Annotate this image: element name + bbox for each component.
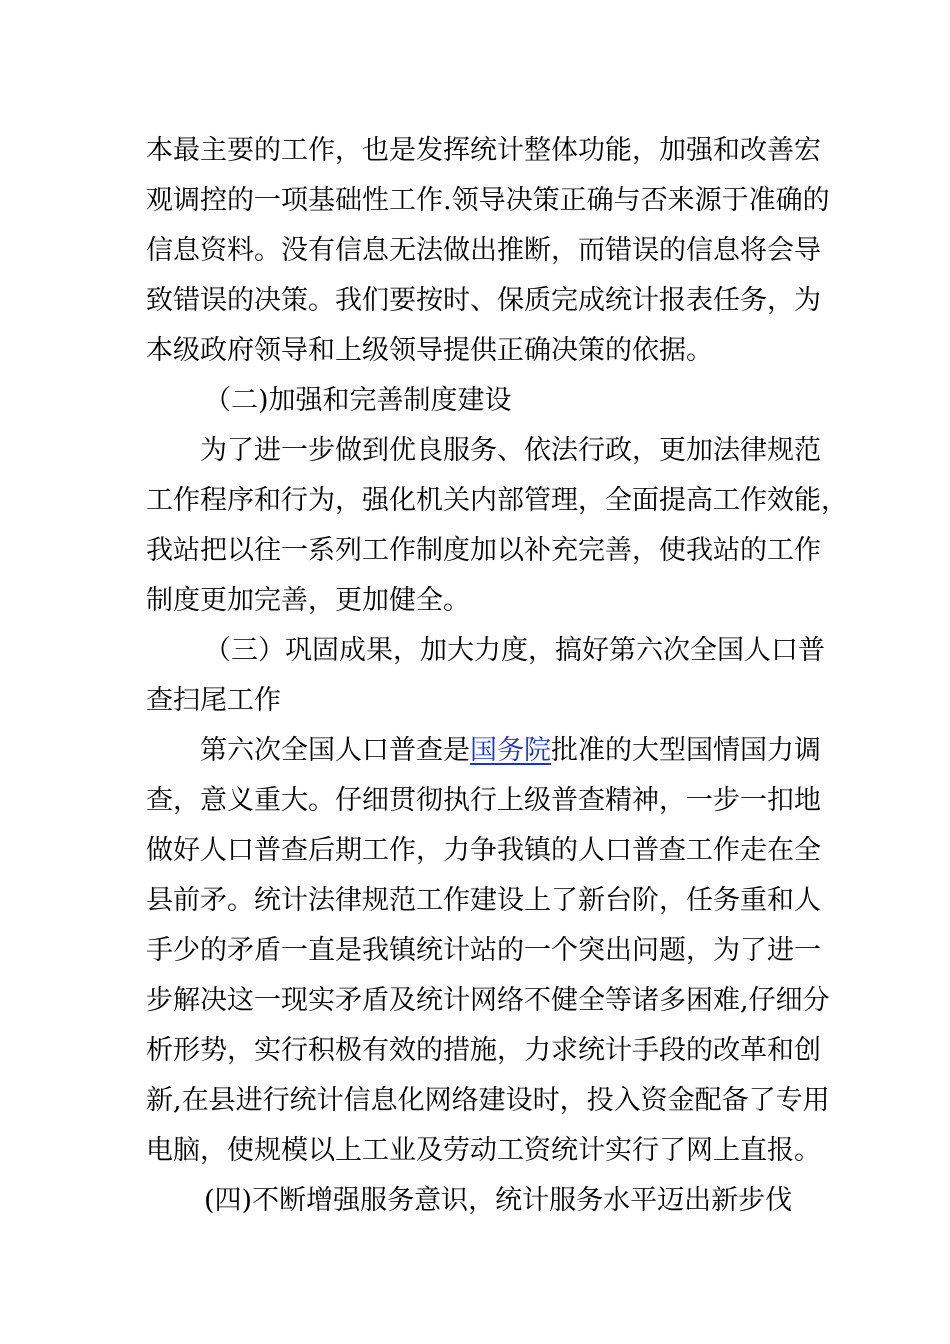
paragraph-line: 析形势，实行积极有效的措施，力求统计手段的改革和创: [146, 1035, 821, 1066]
paragraph-line: 信息资料。没有信息无法做出推断，而错误的信息将会导: [146, 235, 821, 266]
document-body: [146, 126, 848, 1226]
section-heading-2: （二)加强和完善制度建设: [204, 385, 512, 416]
paragraph-line: 本级政府领导和上级领导提供正确决策的依据。: [146, 335, 713, 366]
paragraph-line: 观调控的一项基础性工作.领导决策正确与否来源于准确的: [146, 185, 830, 216]
text-after-link: 批准的大型国情国力调: [551, 735, 821, 766]
state-council-link[interactable]: 国务院: [470, 735, 551, 766]
paragraph-line: 做好人口普查后期工作，力争我镇的人口普查工作走在全: [146, 835, 821, 866]
paragraph-line-with-link: [146, 726, 821, 776]
paragraph-line: 县前矛。统计法律规范工作建设上了新台阶，任务重和人: [146, 885, 821, 916]
paragraph-line: 查，意义重大。仔细贯彻执行上级普查精神，一步一扣地: [146, 785, 821, 816]
paragraph-line: 为了进一步做到优良服务、依法行政，更加法律规范: [200, 435, 821, 466]
paragraph-line: 我站把以往一系列工作制度加以补充完善，使我站的工作: [146, 535, 821, 566]
section-heading-3: （三）巩固成果，加大力度，搞好第六次全国人口普: [204, 635, 825, 666]
paragraph-line: 致错误的决策。我们要按时、保质完成统计报表任务，为: [146, 285, 821, 316]
paragraph-line: 手少的矛盾一直是我镇统计站的一个突出问题，为了进一: [146, 935, 821, 966]
paragraph-line: 本最主要的工作，也是发挥统计整体功能，加强和改善宏: [146, 135, 821, 166]
paragraph-line: 步解决这一现实矛盾及统计网络不健全等诸多困难,仔细分: [146, 985, 830, 1016]
paragraph-line: 新,在县进行统计信息化网络建设时，投入资金配备了专用: [146, 1085, 830, 1116]
paragraph-line: 制度更加完善，更加健全。: [146, 585, 470, 616]
text-before-link: 第六次全国人口普查是: [200, 735, 470, 766]
paragraph-line: 工作程序和行为，强化机关内部管理，全面提高工作效能，: [146, 485, 848, 516]
section-heading-3-cont: 查扫尾工作: [146, 685, 281, 716]
section-heading-4: (四)不断增强服务意识，统计服务水平迈出新步伐: [204, 1185, 793, 1216]
paragraph-line: 电脑，使规模以上工业及劳动工资统计实行了网上直报。: [146, 1135, 821, 1166]
